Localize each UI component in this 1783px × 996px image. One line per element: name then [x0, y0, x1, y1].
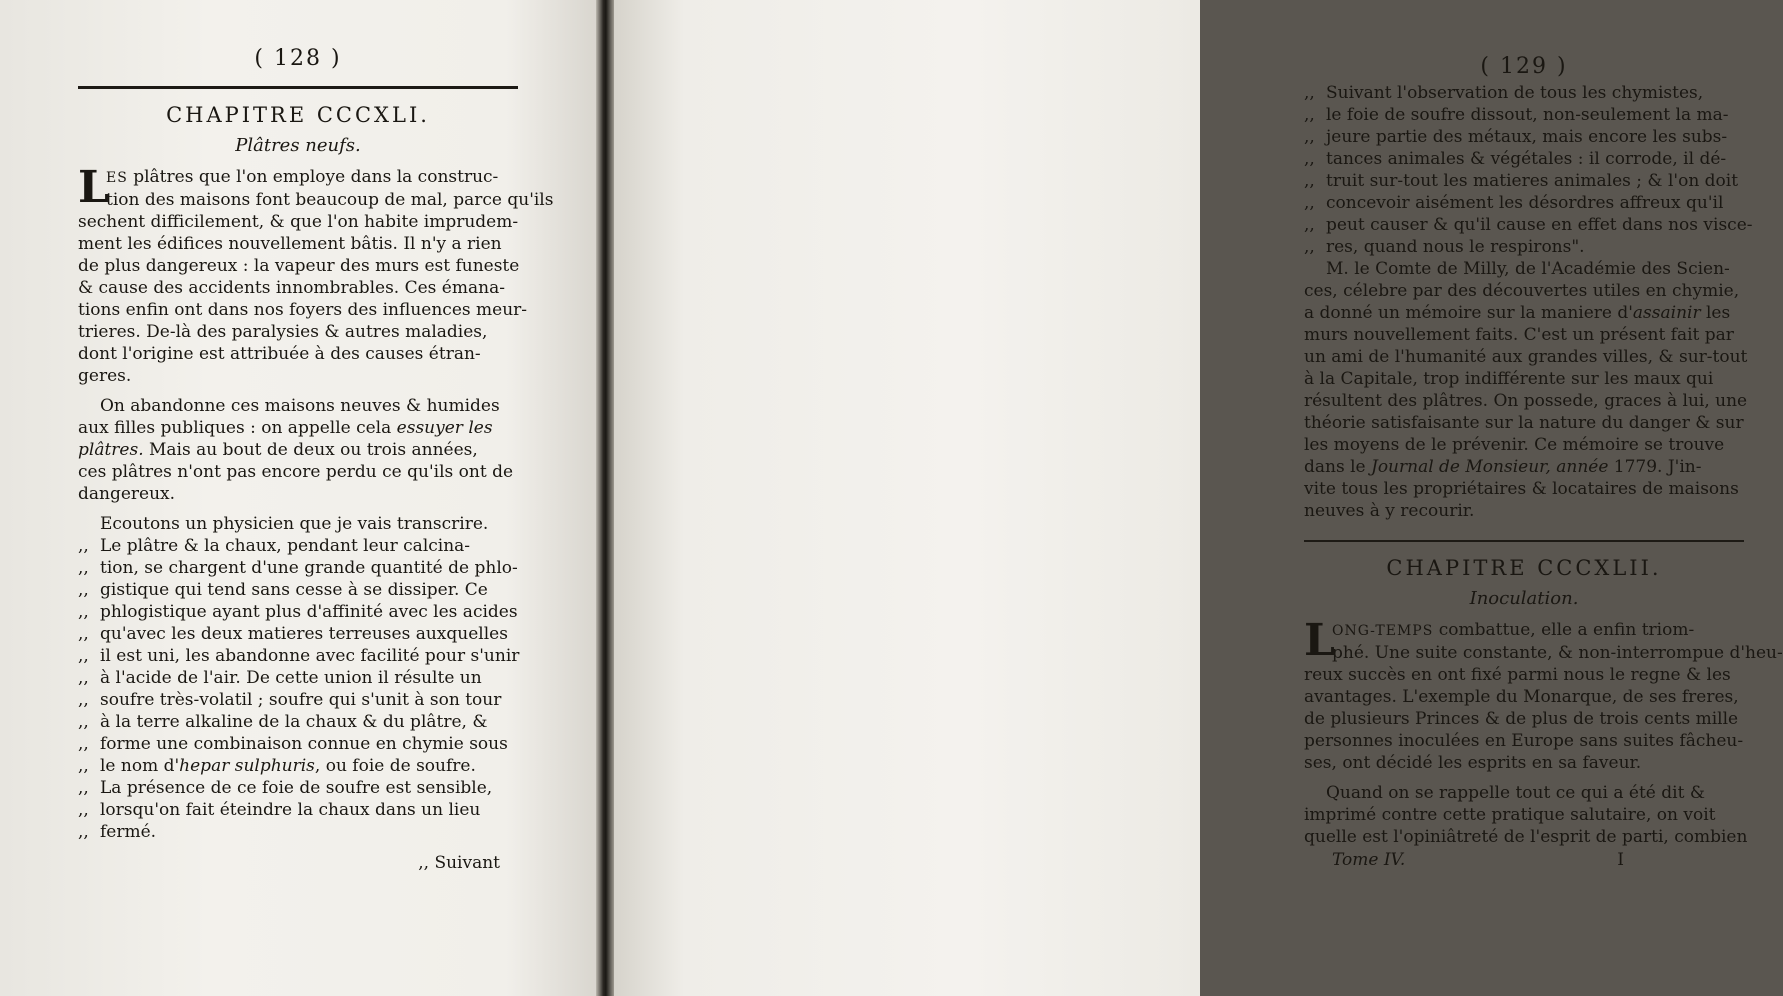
right-text-column	[1304, 52, 1783, 870]
quote-line: ,, peut causer & qu'il cause en effet dans nos visce-	[1304, 215, 1753, 235]
text-line: murs nouvellement faits. C'est un présent fait par	[1304, 325, 1734, 345]
text-line: sechent difficilement, & que l'on habite imprudem-	[78, 212, 519, 232]
text-line: imprimé contre cette pratique salutaire, on voit	[1304, 805, 1716, 825]
quote-line: ,, truit sur-tout les matieres animales ; & l'on doit	[1304, 171, 1739, 191]
text-line: ses, ont décidé les esprits en sa faveur.	[1304, 753, 1642, 773]
quote-line: ,, phlogistique ayant plus d'affinité avec les acides	[78, 602, 518, 622]
page-number-left: ( 128 )	[254, 46, 342, 71]
paragraph-1	[78, 162, 554, 387]
quote-line: ,, La présence de ce foie de soufre est sensible,	[78, 778, 493, 798]
left-text-column	[78, 44, 554, 873]
text-line: quelle est l'opiniâtreté de l'esprit de parti, combien	[1304, 827, 1748, 847]
text-line: dangereux.	[78, 484, 176, 504]
paragraph-2	[78, 395, 518, 505]
page-number-right: ( 129 )	[1480, 54, 1568, 79]
text-line: M. le Comte de Milly, de l'Académie des Scien-	[1326, 259, 1730, 279]
signature-mark: I	[1617, 850, 1624, 870]
text-line: trieres. De-là des paralysies & autres maladies,	[78, 322, 488, 342]
quote-line: ,, il est uni, les abandonne avec facilité pour s'unir	[78, 646, 520, 666]
text-line: aux filles publiques : on appelle cela essuyer les	[78, 418, 493, 438]
book-gutter	[596, 0, 614, 996]
left-page	[0, 0, 596, 996]
text-line: théorie satisfaisante sur la nature du danger & sur	[1304, 413, 1744, 433]
text-line: ment les édifices nouvellement bâtis. Il n'y a rien	[78, 234, 502, 254]
quote-line: ,, soufre très-volatil ; soufre qui s'unit à son tour	[78, 690, 502, 710]
text-line: neuves à y recourir.	[1304, 501, 1475, 521]
quote-line: ,, forme une combinaison connue en chymie sous	[78, 734, 508, 754]
text-line: avantages. L'exemple du Monarque, de ses freres,	[1304, 687, 1739, 707]
quote-line: ,, Suivant l'observation de tous les chymistes,	[1304, 83, 1704, 103]
text-line: ces plâtres n'ont pas encore perdu ce qu'ils ont de	[78, 462, 514, 482]
drop-capital: L	[78, 162, 109, 213]
quotation-continued	[1304, 82, 1753, 258]
text-line: ces, célebre par des découvertes utiles en chymie,	[1304, 281, 1740, 301]
inoculation-paragraph-2	[1304, 782, 1748, 848]
text-line: dans le Journal de Monsieur, année 1779. J'in-	[1304, 457, 1702, 477]
text-line: à la Capitale, trop indifférente sur les maux qui	[1304, 369, 1714, 389]
text-line: personnes inoculées en Europe sans suites fâcheu-	[1304, 731, 1744, 751]
inoculation-paragraph-1	[1304, 615, 1783, 774]
quote-line: ,, fermé.	[78, 822, 157, 842]
text-line: résultent des plâtres. On possede, graces à lui, une	[1304, 391, 1748, 411]
quote-line: ,, le nom d'hepar sulphuris, ou foie de soufre.	[78, 756, 476, 776]
text-line: tions enfin ont dans nos foyers des influences meur-	[78, 300, 528, 320]
volume-label: Tome IV.	[1332, 850, 1406, 870]
text-line: phé. Une suite constante, & non-interrompue d'heu-	[1332, 643, 1783, 663]
catchword: ,, Suivant	[418, 853, 500, 873]
quote-line: ,, lorsqu'on fait éteindre la chaux dans un lieu	[78, 800, 481, 820]
quote-line: ,, Le plâtre & la chaux, pendant leur calcina-	[78, 536, 471, 556]
text-line: tion des maisons font beaucoup de mal, parce qu'ils	[106, 190, 554, 210]
quote-line: ,, qu'avec les deux matieres terreuses auxquelles	[78, 624, 508, 644]
text-line: dont l'origine est attribuée à des causes étran-	[78, 344, 481, 364]
text-line: un ami de l'humanité aux grandes villes, & sur-tout	[1304, 347, 1748, 367]
quote-line: ,, à l'acide de l'air. De cette union il résulte un	[78, 668, 482, 688]
text-line: plâtres. Mais au bout de deux ou trois années,	[78, 440, 478, 460]
quote-line: ,, le foie de soufre dissout, non-seulement la ma-	[1304, 105, 1729, 125]
text-line: de plusieurs Princes & de plus de trois cents mille	[1304, 709, 1739, 729]
text-line: & cause des accidents innombrables. Ces émana-	[78, 278, 505, 298]
header-rule	[78, 86, 518, 89]
chapter-subtitle: Plâtres neufs.	[235, 135, 361, 156]
quote-line: ,, res, quand nous le respirons".	[1304, 237, 1585, 257]
milly-paragraph	[1304, 258, 1748, 522]
drop-capital: L	[1304, 615, 1335, 666]
chapter-subtitle-inoculation: Inoculation.	[1469, 588, 1579, 609]
text-line: reux succès en ont fixé parmi nous le regne & les	[1304, 665, 1731, 685]
quote-line: ,, à la terre alkaline de la chaux & du plâtre, &	[78, 712, 488, 732]
quote-line: ,, tion, se chargent d'une grande quantité de phlo-	[78, 558, 518, 578]
text-line: geres.	[78, 366, 132, 386]
text-line: ES plâtres que l'on employe dans la construc-	[106, 167, 499, 187]
chapter-title-341: CHAPITRE CCCXLI.	[166, 103, 430, 127]
text-line: vite tous les propriétaires & locataires de maisons	[1304, 479, 1739, 499]
quote-line: ,, gistique qui tend sans cesse à se dissiper. Ce	[78, 580, 488, 600]
right-page	[614, 0, 1783, 996]
page-footer	[1304, 850, 1744, 870]
text-line: ONG-TEMPS combattue, elle a enfin triom-	[1332, 620, 1695, 640]
quote-line: ,, tances animales & végétales : il corrode, il dé-	[1304, 149, 1727, 169]
text-line: Quand on se rappelle tout ce qui a été dit &	[1326, 783, 1705, 803]
text-line: de plus dangereux : la vapeur des murs est funeste	[78, 256, 520, 276]
quote-line: ,, concevoir aisément les désordres affreux qu'il	[1304, 193, 1724, 213]
paragraph-3: Ecoutons un physicien que je vais transcrire.	[100, 514, 489, 534]
chapter-title-342: CHAPITRE CCCXLII.	[1386, 556, 1662, 580]
text-line: On abandonne ces maisons neuves & humides	[100, 396, 500, 416]
quote-line: ,, jeure partie des métaux, mais encore les subs-	[1304, 127, 1728, 147]
section-rule	[1304, 540, 1744, 542]
text-line: les moyens de le prévenir. Ce mémoire se trouve	[1304, 435, 1725, 455]
text-line: a donné un mémoire sur la maniere d'assainir les	[1304, 303, 1731, 323]
quotation-block	[78, 535, 518, 843]
